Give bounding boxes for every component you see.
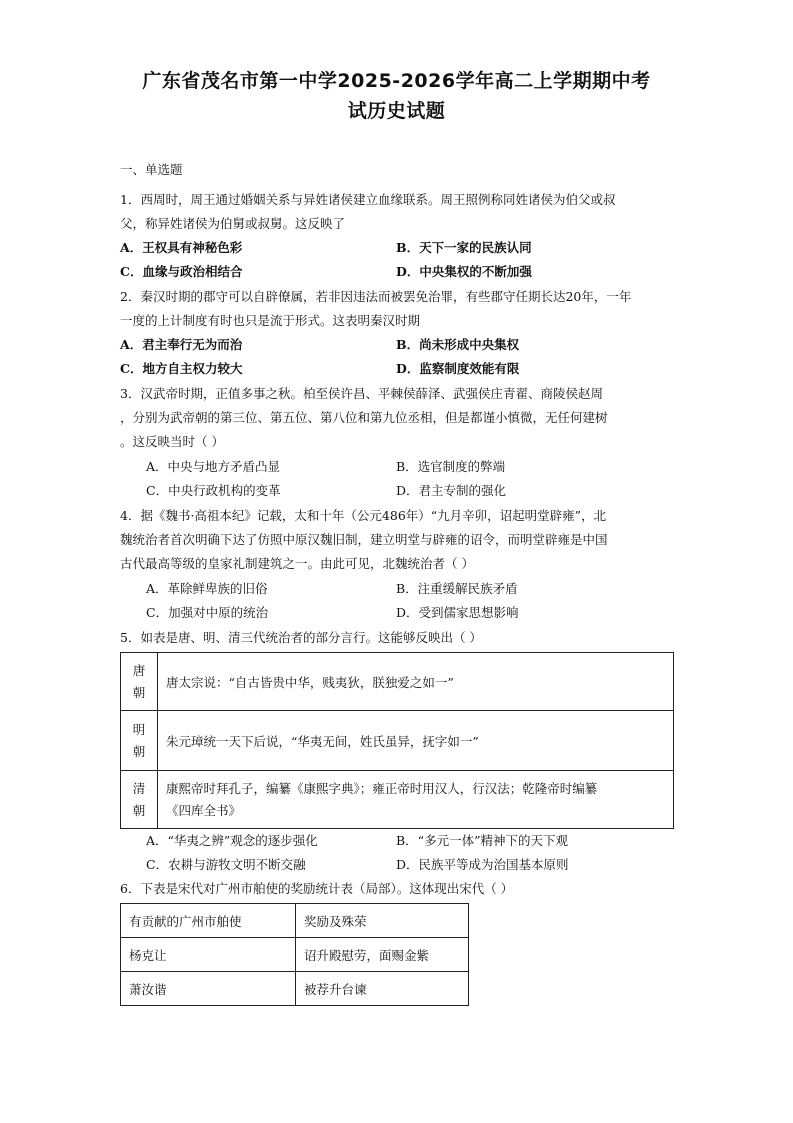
q2-line-2: 一度的上计制度有时也只是流于形式。这表明秦汉时期	[120, 313, 421, 328]
q4-option-b: B．注重缓解民族矛盾	[396, 581, 518, 596]
quote-text: 唐太宗说：“自古皆贵中华，贱夷狄，朕独爱之如一”	[166, 674, 454, 690]
q5-table	[120, 652, 674, 829]
table-row	[121, 771, 674, 829]
table-header-row	[121, 904, 469, 938]
dynasty-char: 朝	[132, 684, 146, 700]
quote-cell	[158, 771, 674, 829]
q1-option-c: C．血缘与政治相结合	[120, 264, 243, 279]
q6-stem: 6．下表是宋代对广州市舶使的奖励统计表（局部）。这体现出宋代（ ）	[120, 881, 514, 896]
q5-stem: 5．如表是唐、明、清三代统治者的部分言行。这能够反映出（ ）	[120, 630, 482, 645]
q5-option-d: D．民族平等成为治国基本原则	[396, 857, 569, 872]
q3-option-d: D．君主专制的强化	[396, 483, 507, 498]
dynasty-char: 朝	[132, 743, 146, 759]
q4-line-1: 4．据《魏书·高祖本纪》记载，太和十年（公元486年）“九月辛卯，诏起明堂辟雍”，北	[120, 508, 607, 523]
q2-option-c: C．地方自主权力较大	[120, 361, 243, 376]
q3-option-b: B．选官制度的弊端	[396, 459, 506, 474]
quote-text: 朱元璋统一天下后说，“华夷无间，姓氏虽异，抚字如一”	[166, 733, 479, 749]
q4-option-c: C．加强对中原的统治	[146, 605, 269, 620]
section-heading: 一、单选题	[120, 162, 183, 177]
quote-text: 《四库全书》	[166, 802, 242, 818]
q4-line-2: 魏统治者首次明确下达了仿照中原汉魏旧制，建立明堂与辟雍的诏令，而明堂辟雍是中国	[120, 532, 608, 547]
q5-option-c: C．农耕与游牧文明不断交融	[146, 857, 306, 872]
q1-line-1: 1．西周时，周王通过婚姻关系与异姓诸侯建立血缘联系。周王照例称同姓诸侯为伯父或叔	[120, 192, 616, 207]
table-cell: 杨克让	[121, 938, 296, 972]
dynasty-cell	[121, 771, 158, 829]
q3-line-2: ，分别为武帝朝的第三位、第五位、第八位和第九位丞相，但是都谨小慎微，无任何建树	[120, 410, 608, 425]
q6-table	[120, 903, 469, 1006]
dynasty-char: 明	[132, 721, 146, 737]
q2-option-b: B．尚未形成中央集权	[396, 337, 520, 352]
title-line-2: 试历史试题	[347, 100, 446, 122]
dynasty-cell	[121, 711, 158, 771]
q3-option-a: A．中央与地方矛盾凸显	[146, 459, 281, 474]
table-cell: 诏升殿慰劳，面赐金紫	[296, 938, 469, 972]
dynasty-char: 唐	[132, 662, 146, 678]
q5-option-a: A．“华夷之辨”观念的逐步强化	[146, 833, 318, 848]
q3-option-c: C．中央行政机构的变革	[146, 483, 281, 498]
header-cell: 有贡献的广州市舶使	[121, 904, 296, 938]
quote-cell	[158, 711, 674, 771]
q1-option-d: D．中央集权的不断加强	[396, 264, 532, 279]
q1-option-b: B．天下一家的民族认同	[396, 240, 532, 255]
q3-line-1: 3．汉武帝时期，正值多事之秋。柏至侯许昌、平棘侯薛泽、武强侯庄青翟、商陵侯赵周	[120, 386, 603, 401]
table-row	[121, 938, 469, 972]
q1-option-a: A．王权具有神秘色彩	[120, 240, 243, 255]
table-row	[121, 972, 469, 1006]
q1-line-2: 父，称异姓诸侯为伯舅或叔舅。这反映了	[120, 216, 346, 231]
dynasty-cell	[121, 653, 158, 711]
q4-line-3: 古代最高等级的皇家礼制建筑之一。由此可见，北魏统治者（ ）	[120, 556, 474, 571]
dynasty-char: 清	[132, 780, 146, 796]
q5-option-b: B．“多元一体”精神下的天下观	[396, 833, 568, 848]
table-row	[121, 653, 674, 711]
q4-option-a: A．革除鲜卑族的旧俗	[146, 581, 268, 596]
dynasty-char: 朝	[132, 802, 146, 818]
q4-option-d: D．受到儒家思想影响	[396, 605, 519, 620]
title-line-1: 广东省茂名市第一中学2025-2026学年高二上学期期中考	[142, 70, 651, 92]
q3-line-3: 。这反映当时（ ）	[120, 434, 224, 449]
quote-text: 康熙帝时拜孔子，编纂《康熙字典》；雍正帝时用汉人，行汉法；乾隆帝时编纂	[166, 780, 598, 796]
page-title	[100, 66, 693, 126]
quote-cell	[158, 653, 674, 711]
table-row	[121, 711, 674, 771]
q2-line-1: 2．秦汉时期的郡守可以自辟僚属，若非因违法而被罢免治罪，有些郡守任期长达20年，一年	[120, 289, 632, 304]
table-cell: 被荐升台谏	[296, 972, 469, 1006]
q2-option-d: D．监察制度效能有限	[396, 361, 520, 376]
table-cell: 萧汝谐	[121, 972, 296, 1006]
header-cell: 奖励及殊荣	[296, 904, 469, 938]
q2-option-a: A．君主奉行无为而治	[120, 337, 243, 352]
